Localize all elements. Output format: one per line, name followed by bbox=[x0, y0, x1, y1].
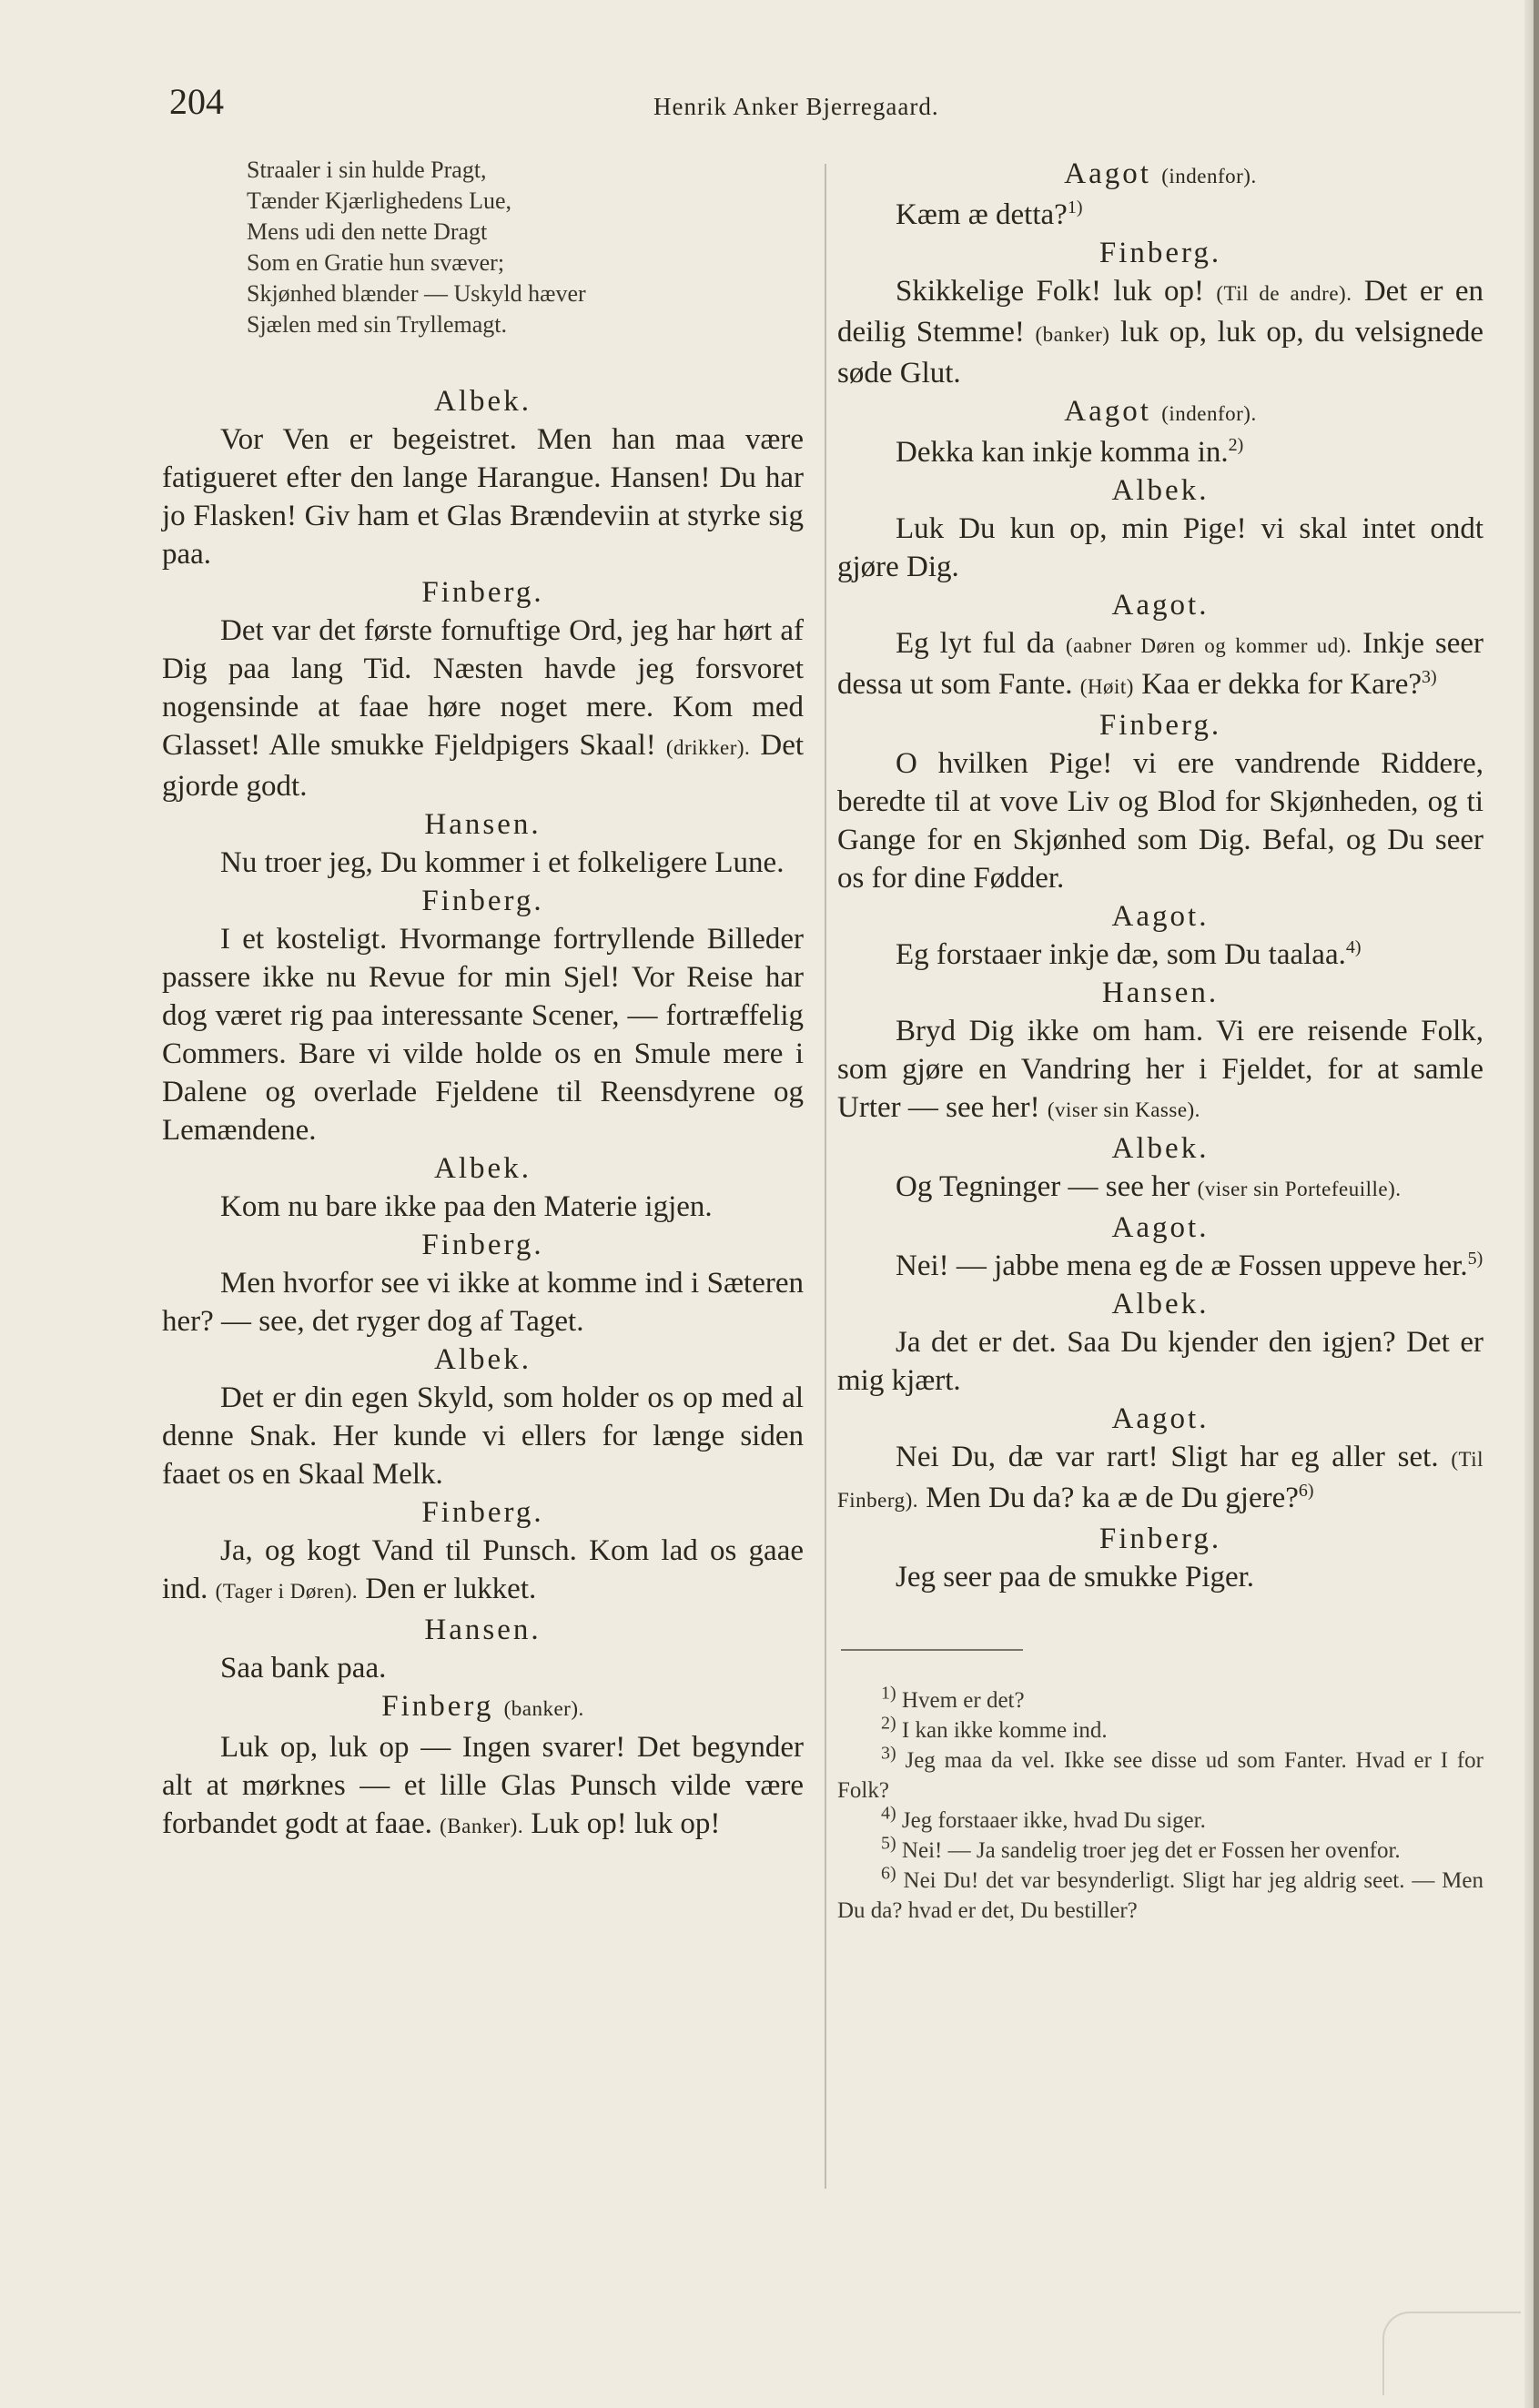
dialogue-paragraph bbox=[162, 1532, 804, 1611]
dialogue-paragraph bbox=[837, 196, 1483, 234]
stage-direction: (banker) bbox=[1035, 323, 1110, 346]
stage-direction: (Til de andre). bbox=[1216, 282, 1352, 305]
speaker-name: Albek. bbox=[434, 385, 532, 418]
stage-direction: (drikker). bbox=[665, 736, 751, 759]
speaker-name: Finberg. bbox=[421, 576, 544, 609]
footnote bbox=[837, 1863, 1484, 1926]
dialogue-text: Men Du da? ka æ de Du gjere? bbox=[926, 1482, 1299, 1514]
dialogue-paragraph bbox=[162, 612, 804, 805]
dialogue-paragraph bbox=[837, 624, 1483, 706]
footnote-text: I kan ikke komme ind. bbox=[901, 1718, 1108, 1743]
stage-direction: (aabner Døren og kommer ud). bbox=[1066, 634, 1352, 657]
verse-line: Mens udi den nette Dragt bbox=[247, 218, 488, 245]
footnote-mark: 4) bbox=[881, 1803, 896, 1824]
footnote bbox=[837, 1685, 1483, 1715]
stage-direction: (Til Finberg). bbox=[837, 1448, 1484, 1512]
dialogue-text: luk op, luk op, du velsignede søde Glut. bbox=[837, 316, 1484, 390]
dialogue-text: Det gjorde godt. bbox=[162, 729, 805, 803]
running-title: Henrik Anker Bjerregaard. bbox=[653, 93, 939, 120]
dialogue-paragraph bbox=[837, 1168, 1483, 1209]
dialogue-text: Bryd Dig ikke om ham. Vi ere reisende Folk, som gjøre en Vandring her i Fjeldet, for at samle Urter — see her! bbox=[837, 1015, 1483, 1124]
page-number: 204 bbox=[169, 81, 224, 122]
footnote-mark: 6) bbox=[881, 1863, 896, 1884]
footnotes bbox=[837, 1685, 1483, 1926]
dialogue-text: Luk op! luk op! bbox=[531, 1807, 721, 1840]
speaker-name: Aagot bbox=[1064, 157, 1151, 190]
dialogue-paragraph: Det er din egen Skyld, som holder os op med al denne Snak. Her kunde vi ellers for længe siden faaet os en Skaal Melk. bbox=[162, 1381, 804, 1491]
dialogue-text: Det var det første fornuftige Ord, jeg har hørt af Dig paa lang Tid. Næsten havde jeg forsvoret nogensinde at faae høre noget mere. Kom med Glasset! Alle smukke Fjeldpigers Skaal! bbox=[162, 614, 804, 762]
footnote-mark: 1) bbox=[881, 1683, 896, 1704]
speaker-name: Aagot. bbox=[1111, 1402, 1210, 1435]
dialogue-paragraph bbox=[837, 433, 1483, 471]
page-edge bbox=[1534, 0, 1539, 2408]
stage-direction: (Banker). bbox=[440, 1815, 524, 1837]
dialogue-paragraph: I et kosteligt. Hvormange fortryllende Billeder passere ikke nu Revue for min Sjel! Vor Reise har dog været rig paa interessante Scener, — fortræffelig Commers. Bare vi vilde holde os en Smule mere i Dalene og overlade Fjeldene til Reensdyrene og Lemændene. bbox=[162, 923, 804, 1147]
dialogue-paragraph bbox=[837, 1438, 1483, 1520]
footnote-ref: 2) bbox=[1228, 435, 1244, 455]
speaker-name: Hansen. bbox=[1101, 976, 1220, 1009]
stage-direction: (indenfor). bbox=[1161, 165, 1257, 187]
speaker-name: Aagot. bbox=[1111, 1211, 1210, 1244]
stage-direction: (viser sin Kasse). bbox=[1047, 1098, 1200, 1121]
footnote-mark: 3) bbox=[881, 1743, 896, 1764]
speaker-name: Finberg. bbox=[421, 885, 544, 917]
footnote-mark: 5) bbox=[881, 1833, 896, 1854]
speaker-name: Aagot bbox=[1064, 395, 1151, 428]
dialogue-paragraph bbox=[837, 936, 1483, 974]
dialogue-paragraph: Vor Ven er begeistret. Men han maa være fatigueret efter den lange Harangue. Hansen! Du har jo Flasken! Giv ham et Glas Brændeviin at styrke sig paa. bbox=[162, 423, 804, 571]
speaker-name: Aagot. bbox=[1111, 900, 1210, 933]
dialogue-paragraph bbox=[837, 272, 1483, 392]
column-divider bbox=[825, 164, 826, 2189]
speaker-name: Albek. bbox=[434, 1343, 532, 1376]
speaker-heading bbox=[837, 155, 1483, 196]
speaker-name: Albek. bbox=[1111, 474, 1210, 507]
paper-corner-crease bbox=[1382, 2312, 1521, 2395]
footnote-ref: 4) bbox=[1345, 937, 1362, 957]
dialogue-text: Dekka kan inkje komma in. bbox=[896, 436, 1229, 469]
dialogue-text: Nei! — jabbe mena eg de æ Fossen uppeve her. bbox=[896, 1250, 1468, 1282]
dialogue-text: Eg lyt ful da bbox=[896, 627, 1056, 660]
dialogue-text: Det er en deilig Stemme! bbox=[837, 275, 1484, 349]
dialogue-paragraph bbox=[837, 1247, 1483, 1285]
footnote-mark: 2) bbox=[881, 1713, 896, 1734]
footnote-text: Hvem er det? bbox=[901, 1688, 1025, 1713]
speaker-name: Finberg. bbox=[1099, 1523, 1222, 1555]
dialogue-text: Skikkelige Folk! luk op! bbox=[896, 275, 1204, 308]
stage-direction: (Høit) bbox=[1079, 675, 1134, 698]
right-column bbox=[837, 155, 1483, 1926]
verse-line: Tænder Kjærlighedens Lue, bbox=[247, 187, 511, 214]
footnote-text: Nei! — Ja sandelig troer jeg det er Fossen her ovenfor. bbox=[901, 1838, 1401, 1863]
speaker-heading bbox=[837, 392, 1483, 433]
stage-direction: (viser sin Portefeuille). bbox=[1197, 1178, 1402, 1200]
dialogue-text: Kæm æ detta? bbox=[896, 198, 1068, 231]
dialogue-paragraph: Kom nu bare ikke paa den Materie igjen. bbox=[220, 1190, 713, 1223]
dialogue-text: Nei Du, dæ var rart! Sligt har eg aller set. bbox=[896, 1441, 1439, 1473]
speaker-name: Finberg bbox=[381, 1690, 494, 1723]
footnote bbox=[837, 1833, 1483, 1866]
dialogue-paragraph bbox=[837, 1012, 1483, 1129]
footnote-text: Jeg maa da vel. Ikke see disse ud som Fanter. Hvad er I for Folk? bbox=[837, 1748, 1484, 1803]
dialogue-paragraph: Luk Du kun op, min Pige! vi skal intet ondt gjøre Dig. bbox=[837, 512, 1483, 583]
verse-line: Sjælen med sin Tryllemagt. bbox=[247, 311, 508, 338]
footnote-text: Jeg forstaaer ikke, hvad Du siger. bbox=[901, 1808, 1206, 1833]
verse-line: Straaler i sin hulde Pragt, bbox=[247, 157, 487, 183]
verse-line: Som en Gratie hun svæver; bbox=[247, 249, 505, 276]
left-column bbox=[162, 155, 804, 1846]
verse-line: Skjønhed blænder — Uskyld hæver bbox=[247, 280, 586, 307]
speaker-name: Finberg. bbox=[1099, 709, 1222, 742]
stage-direction: (Tager i Døren). bbox=[215, 1580, 359, 1603]
footnote bbox=[837, 1715, 1483, 1745]
speaker-heading bbox=[162, 1687, 804, 1728]
speaker-name: Albek. bbox=[1111, 1288, 1210, 1320]
speaker-name: Hansen. bbox=[424, 808, 542, 841]
page-header bbox=[0, 80, 1539, 135]
dialogue-paragraph: Ja det er det. Saa Du kjender den igjen? Det er mig kjært. bbox=[837, 1326, 1483, 1397]
speaker-name: Finberg. bbox=[1099, 237, 1222, 269]
footnote-ref: 3) bbox=[1422, 667, 1437, 687]
footnote-ref: 1) bbox=[1067, 197, 1083, 218]
dialogue-text: Ja, og kogt Vand til Punsch. Kom lad os gaae ind. bbox=[162, 1534, 804, 1605]
dialogue-text: Kaa er dekka for Kare? bbox=[1141, 668, 1422, 701]
speaker-name: Albek. bbox=[1111, 1132, 1210, 1165]
speaker-name: Aagot. bbox=[1111, 589, 1210, 622]
speaker-name: Albek. bbox=[434, 1152, 532, 1185]
footnote-text: Nei Du! det var besynderligt. Sligt har jeg aldrig seet. — Men Du da? hvad er det, Du bestiller? bbox=[837, 1868, 1484, 1923]
dialogue-paragraph: O hvilken Pige! vi ere vandrende Riddere, beredte til at vove Liv og Blod for Skjønheden, og ti Gange for en Skjønhed som Dig. Befal, og Du seer os for dine Fødder. bbox=[837, 747, 1483, 895]
footnote bbox=[837, 1803, 1483, 1836]
dialogue-text: Luk op, luk op — Ingen svarer! Det begynder alt at mørknes — et lille Glas Punsch vilde være forbandet godt at faae. bbox=[162, 1731, 804, 1840]
speaker-name: Finberg. bbox=[421, 1496, 544, 1529]
dialogue-paragraph: Nu troer jeg, Du kommer i et folkeligere Lune. bbox=[220, 846, 785, 879]
footnote bbox=[837, 1745, 1483, 1806]
dialogue-text: Den er lukket. bbox=[365, 1573, 537, 1605]
speaker-name: Finberg. bbox=[421, 1229, 544, 1261]
dialogue-text: Og Tegninger — see her bbox=[896, 1170, 1190, 1203]
speaker-name: Hansen. bbox=[424, 1614, 542, 1646]
footnote-ref: 5) bbox=[1467, 1249, 1483, 1269]
dialogue-paragraph: Men hvorfor see vi ikke at komme ind i Sæteren her? — see, det ryger dog af Taget. bbox=[162, 1267, 804, 1338]
footnote-rule bbox=[841, 1649, 1023, 1651]
stage-direction: (banker). bbox=[503, 1697, 584, 1720]
dialogue-paragraph bbox=[162, 1728, 804, 1846]
footnote-ref: 6) bbox=[1298, 1481, 1314, 1501]
dialogue-text: Inkje seer dessa ut som Fante. bbox=[837, 627, 1484, 701]
dialogue-paragraph: Jeg seer paa de smukke Piger. bbox=[896, 1561, 1255, 1594]
verse-stanza bbox=[162, 155, 804, 340]
dialogue-paragraph: Saa bank paa. bbox=[220, 1652, 387, 1685]
stage-direction: (indenfor). bbox=[1161, 402, 1257, 425]
dialogue-text: Eg forstaaer inkje dæ, som Du taalaa. bbox=[896, 938, 1346, 971]
